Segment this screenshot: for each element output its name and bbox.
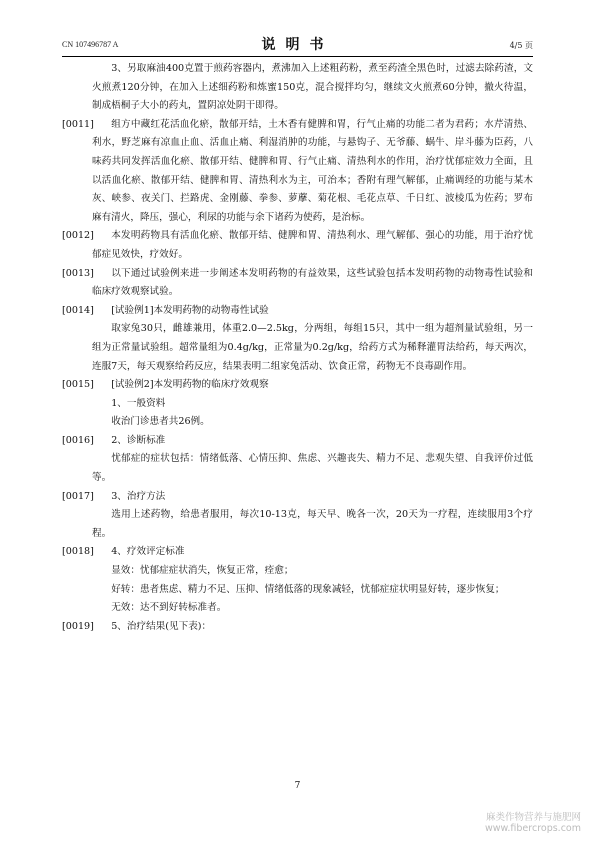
paragraph-0011 xyxy=(62,116,533,228)
paragraph-0013 xyxy=(62,265,533,302)
subsection-heading: 1、一般资料 xyxy=(111,397,166,409)
page-title: 说明书 xyxy=(261,37,334,53)
page-indicator: 4/5 页 xyxy=(509,41,533,50)
paragraph-0017 xyxy=(62,488,533,507)
paragraph-number: [0012] xyxy=(62,230,94,242)
paragraph-0019 xyxy=(62,618,533,637)
subsection-heading: 2、诊断标准 xyxy=(111,434,166,446)
paragraph-number: [0014] xyxy=(62,304,94,316)
watermark xyxy=(485,812,581,834)
criteria-improved: 好转：患者焦虑、精力不足、压抑、情绪低落的现象减轻，忧郁症症状明显好转，逐步恢复； xyxy=(111,583,505,595)
doc-number: CN 107496787 A xyxy=(62,40,119,49)
paragraph-number: [0015] xyxy=(62,379,94,391)
paragraph-number: [0013] xyxy=(62,267,94,279)
paragraph-text: 选用上述药物，给患者服用，每次10-13克，每天早、晚各一次，20天为一疗程，连续服用3个疗程。 xyxy=(92,509,533,539)
paragraph-number: [0018] xyxy=(62,546,94,558)
paragraph-0018 xyxy=(62,543,533,562)
paragraph-0016 xyxy=(62,432,533,451)
paragraph-text: 本发明药物具有活血化瘀、散郁开结、健脾和胃、清热利水、理气解郁、强心的功能，用于治疗忧郁症见效快，疗效好。 xyxy=(92,230,533,260)
subsection-heading: 5、治疗结果(见下表)： xyxy=(111,620,212,632)
paragraph-text: 取家兔30只，雌雄兼用，体重2.0—2.5kg，分两组，每组15只，其中一组为超剂量试验组，另一组为正常量试验组。超常量组为0.4g/kg，正常量为0.2g/kg，给药方式为稀释灌胃法给药，每天两次，连服7天，每天观察给药反应，结果表明二组家兔活动、饮食正常，药物无不良毒副作用。 xyxy=(92,323,533,372)
paragraph-0014 xyxy=(62,302,533,321)
paragraph-0012 xyxy=(62,227,533,264)
section-heading: [试验例1]本发明药物的动物毒性试验 xyxy=(111,304,269,316)
watermark-line-1: 麻类作物营养与施肥网 xyxy=(485,812,581,823)
header-divider xyxy=(62,56,533,57)
subsection-heading: 4、疗效评定标准 xyxy=(111,546,185,558)
paragraph-0015 xyxy=(62,376,533,395)
paragraph-number: [0016] xyxy=(62,434,94,446)
watermark-line-2: www.fibercrops.com xyxy=(484,823,581,834)
criteria-ineffective: 无效：达不到好转标准者。 xyxy=(111,602,227,614)
paragraph-text: 以下通过试验例来进一步阐述本发明药物的有益效果，这些试验包括本发明药物的动物毒性试验和临床疗效观察试验。 xyxy=(92,267,533,298)
paragraph-text: 忧郁症的症状包括：情绪低落、心情压抑、焦虑、兴趣丧失、精力不足、悲观失望、自我评价过低等。 xyxy=(92,453,533,484)
paragraph-intro: 3、另取麻油400克置于煎药容器内，煮沸加入上述粗药粉，煮至药渣全黑色时，过滤去除药渣，文火煎煮120分钟，在加入上述细药粉和炼蜜150克，混合搅拌均匀，继续文火煎煮60分钟，撤火待温，制成梧桐子大小的药丸，置阴凉处阴干即得。 xyxy=(92,63,533,112)
page-header xyxy=(62,34,533,54)
subsection-heading: 3、治疗方法 xyxy=(111,490,166,502)
paragraph-number: [0019] xyxy=(62,620,94,632)
paragraph-text: 收治门诊患者共26例。 xyxy=(111,416,210,428)
section-heading: [试验例2]本发明药物的临床疗效观察 xyxy=(111,379,269,391)
document-body xyxy=(62,60,533,636)
paragraph-number: [0017] xyxy=(62,490,94,502)
paragraph-number: [0011] xyxy=(62,118,94,130)
paragraph-text: 组方中藏红花活血化瘀，散郁开结，土木香有健脾和胃，行气止痛的功能二者为君药；水芹清热、利水，野芝麻有凉血止血、活血止痛、利湿消肿的功能，与悬钩子、无爷藤、蜗牛、岸斗藤为臣药，八味药共同发挥活血化瘀、散郁开结、健脾和胃、行气止痛、清热利水的作用，治疗忧郁症效力全面，且以活血化瘀、散郁开结、健脾和胃、清热利水为主，可治本；香附有理气解郁，止痛调经的功能与某木灰、峡参、夜关门、拦路虎、金刚藤、拳参、萝藦、菊花根、毛花点草、千日红、波棱瓜为佐药；罗布麻有清火，降压，强心，利尿的功能与余下诸药为使药，是治标。 xyxy=(92,118,533,223)
criteria-effective: 显效：忧郁症症状消失，恢复正常，痊愈； xyxy=(111,565,294,577)
page-number: 7 xyxy=(294,781,301,791)
